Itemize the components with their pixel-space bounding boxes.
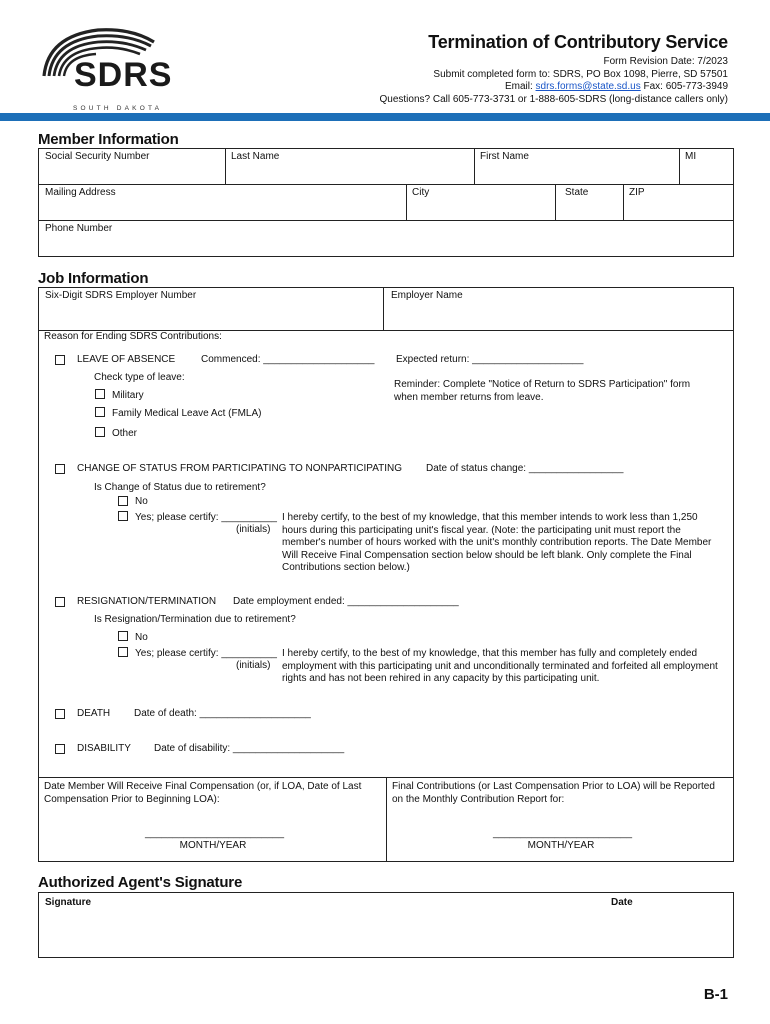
status-no-label: No: [135, 496, 148, 507]
resignation-checkbox[interactable]: [55, 597, 65, 607]
other-label: Other: [112, 428, 138, 439]
zip-field[interactable]: ZIP: [629, 187, 645, 198]
signature-heading: Authorized Agent's Signature: [38, 874, 243, 891]
ssn-field[interactable]: Social Security Number: [45, 151, 150, 162]
signature-box: [38, 892, 734, 958]
revision-date: Form Revision Date: 7/2023: [603, 56, 728, 67]
last-name-field[interactable]: Last Name: [231, 151, 280, 162]
member-info-heading: Member Information: [38, 131, 179, 148]
death-label: DEATH: [77, 708, 111, 719]
loa-label: LEAVE OF ABSENCE: [77, 354, 176, 365]
final-contributions-month-year: MONTH/YEAR: [527, 840, 595, 851]
page-title: Termination of Contributory Service: [428, 32, 728, 52]
mi-field[interactable]: MI: [685, 151, 697, 162]
page-number: B-1: [703, 986, 728, 1003]
resignation-initials-label: (initials): [236, 660, 271, 671]
loa-reminder: Reminder: Complete "Notice of Return to SDRS Participation" form when member returns from leave.: [394, 379, 691, 403]
status-retirement-question: Is Change of Status due to retirement?: [94, 482, 266, 493]
employer-name-field[interactable]: Employer Name: [391, 290, 463, 301]
employment-ended-field[interactable]: Date employment ended: ____________________: [233, 596, 459, 607]
final-contributions-label: Final Contributions (or Last Compensation Prior to LOA) will be Reported on the Monthly Contribution Report for:: [392, 781, 715, 805]
military-checkbox[interactable]: [95, 389, 105, 399]
loa-expected-field[interactable]: Expected return: ____________________: [396, 354, 584, 365]
first-name-field[interactable]: First Name: [480, 151, 529, 162]
status-change-date-field[interactable]: Date of status change: _________________: [426, 463, 624, 474]
disability-date-field[interactable]: Date of disability: ____________________: [154, 743, 345, 754]
signature-date-field[interactable]: Date: [611, 897, 633, 908]
disability-label: DISABILITY: [77, 743, 131, 754]
submit-address: Submit completed form to: SDRS, PO Box 1098, Pierre, SD 57501: [433, 68, 728, 80]
military-label: Military: [112, 390, 144, 401]
resignation-certification-text: I hereby certify, to the best of my knowledge, that this member has fully and completely ended employment with this participating unit and unconditionally terminated and forfeited all employment rights and has not been rehired in any capacity by this participating unit.: [282, 648, 718, 684]
final-compensation-label: Date Member Will Receive Final Compensation (or, if LOA, Date of Last Compensation Prior to Beginning LOA):: [44, 781, 362, 805]
status-change-label: CHANGE OF STATUS FROM PARTICIPATING TO NONPARTICIPATING: [77, 463, 403, 474]
sdrs-logo: [36, 24, 186, 112]
job-info-heading: Job Information: [38, 270, 149, 287]
phone-field[interactable]: Phone Number: [45, 223, 113, 234]
city-field[interactable]: City: [412, 187, 430, 198]
death-checkbox[interactable]: [55, 709, 65, 719]
disability-checkbox[interactable]: [55, 744, 65, 754]
leave-type-label: Check type of leave:: [94, 372, 185, 383]
logo-name: SDRS: [74, 56, 173, 94]
final-contributions-line[interactable]: _________________________: [493, 828, 633, 839]
logo-subtitle: SOUTH DAKOTA: [73, 105, 163, 112]
loa-checkbox[interactable]: [55, 355, 65, 365]
status-yes-checkbox[interactable]: [118, 511, 128, 521]
fmla-label: Family Medical Leave Act (FMLA): [112, 408, 262, 419]
employer-number-field[interactable]: Six-Digit SDRS Employer Number: [45, 290, 197, 301]
state-field[interactable]: State: [565, 187, 589, 198]
resignation-yes-label[interactable]: Yes; please certify: __________: [135, 648, 277, 659]
fmla-checkbox[interactable]: [95, 407, 105, 417]
status-no-checkbox[interactable]: [118, 496, 128, 506]
final-compensation-line[interactable]: _________________________: [145, 828, 285, 839]
resignation-label: RESIGNATION/TERMINATION: [77, 596, 217, 607]
status-yes-label[interactable]: Yes; please certify: __________: [135, 512, 277, 523]
header-divider: [0, 113, 770, 121]
resignation-no-checkbox[interactable]: [118, 631, 128, 641]
loa-commenced-field[interactable]: Commenced: ____________________: [201, 354, 375, 365]
questions-line: Questions? Call 605-773-3731 or 1-888-605-SDRS (long-distance callers only): [379, 93, 728, 105]
resignation-yes-checkbox[interactable]: [118, 647, 128, 657]
status-change-checkbox[interactable]: [55, 464, 65, 474]
other-checkbox[interactable]: [95, 427, 105, 437]
reason-label: Reason for Ending SDRS Contributions:: [44, 331, 222, 342]
resignation-retirement-question: Is Resignation/Termination due to retirement?: [94, 614, 296, 625]
email-link[interactable]: sdrs.forms@state.sd.us: [535, 81, 641, 92]
member-info-box: [38, 148, 734, 257]
signature-field[interactable]: Signature: [45, 897, 92, 908]
status-certification-text: I hereby certify, to the best of my knowledge, that this member intends to work less than 1,250 hours during this participating unit's fiscal year. (Note: the participating unit must report the member's number of hours worked with the unit's monthly contribution reports. The Date Member Will Receive Final Compensation section below should be left blank. Only complete the Final Contributions section below.): [282, 512, 712, 573]
form-header: [379, 32, 728, 106]
final-compensation-month-year: MONTH/YEAR: [179, 840, 247, 851]
death-date-field[interactable]: Date of death: ____________________: [134, 708, 311, 719]
mailing-address-field[interactable]: Mailing Address: [45, 187, 116, 198]
contact-line: Email: sdrs.forms@state.sd.us Fax: 605-773-3949: [504, 81, 728, 92]
status-initials-label: (initials): [236, 524, 271, 535]
resignation-no-label: No: [135, 632, 148, 643]
